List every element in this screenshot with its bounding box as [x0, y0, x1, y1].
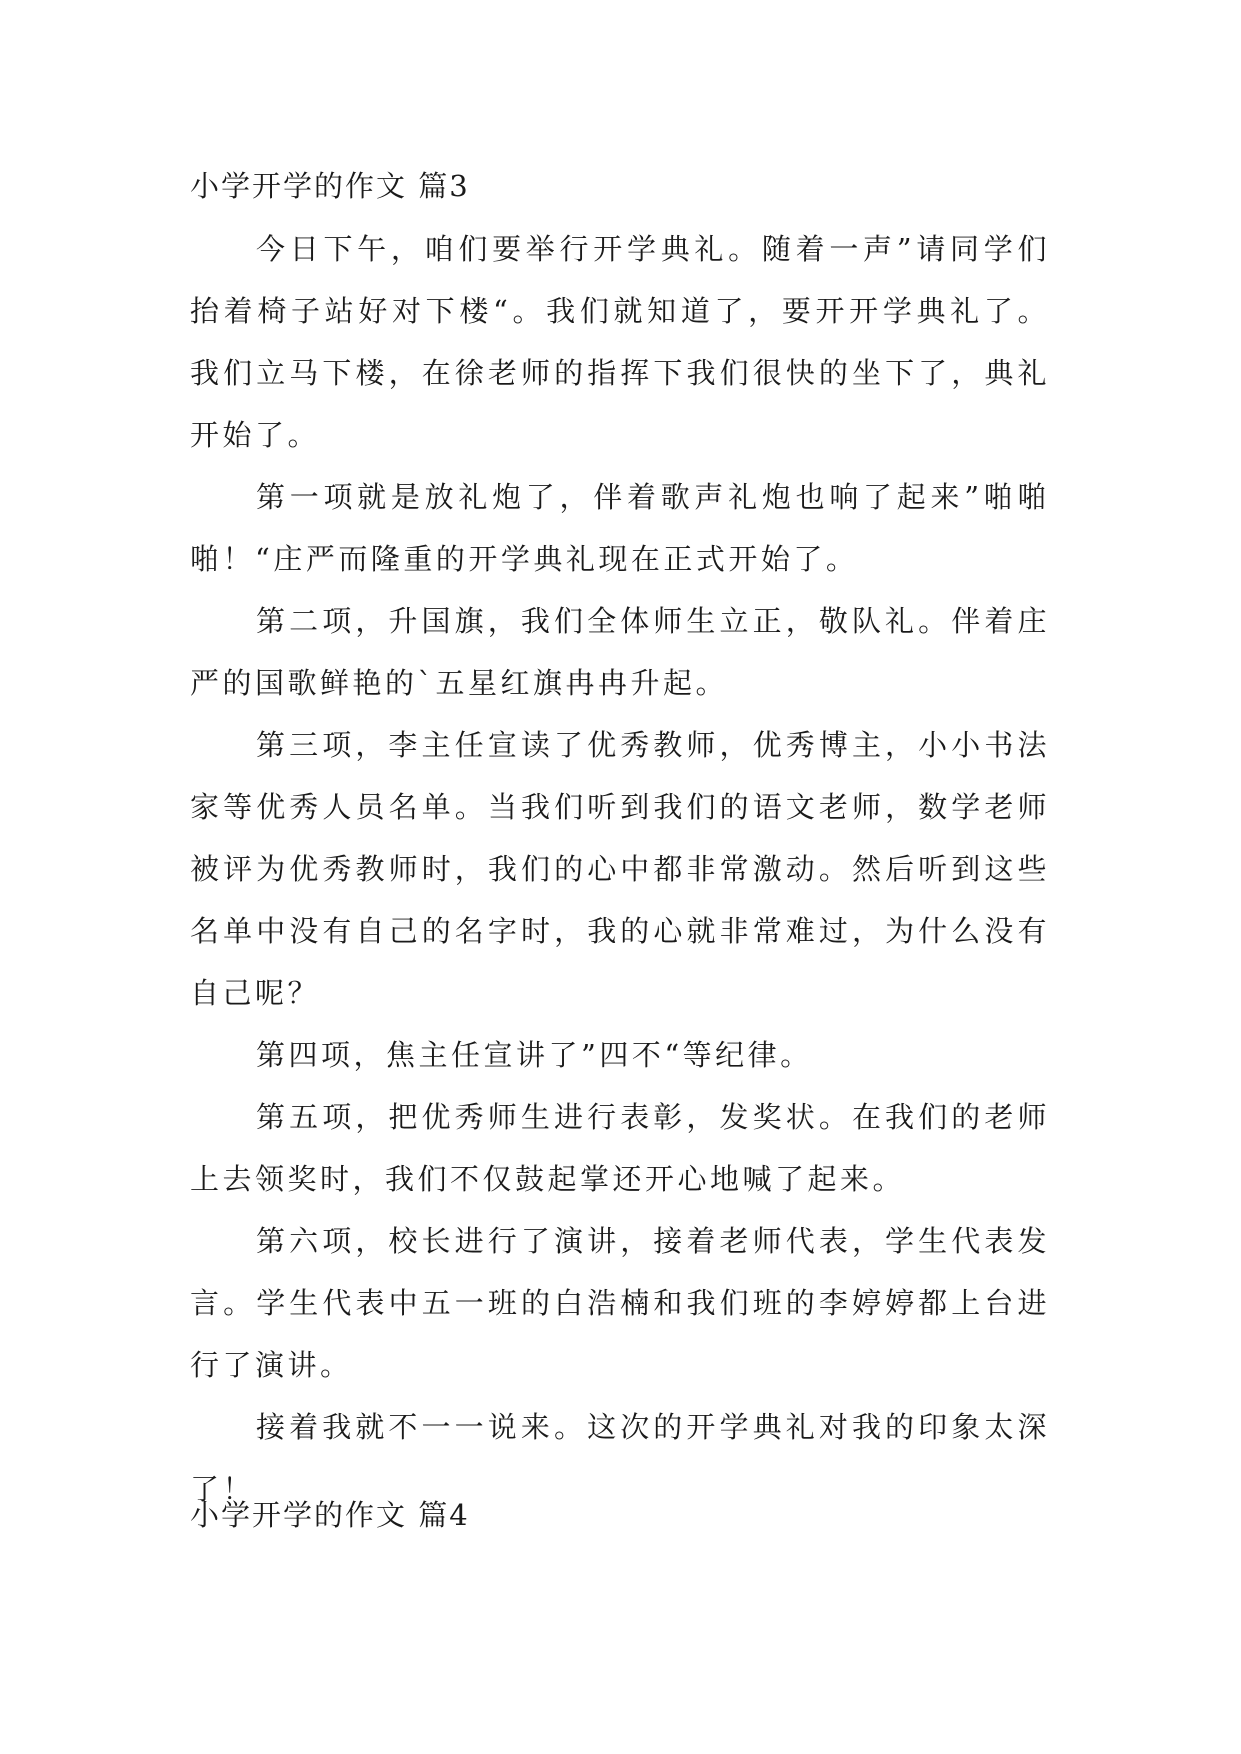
paragraph-item-1: 第一项就是放礼炮了，伴着歌声礼炮也响了起来”啪啪 啪！“庄严而隆重的开学典礼现在正式开始了。 [190, 480, 1050, 576]
paragraph-item-3: 第三项，李主任宣读了优秀教师，优秀博主，小小书法家等优秀人员名单。当我们听到我们的语文老师，数学老师被评为优秀教师时，我们的心中都非常激动。然后听到这些名单中没有自己的名字时，我的心就非常难过，为什么没有自己呢？ [190, 728, 1050, 1010]
section-3-body [190, 218, 1050, 1520]
paragraph-item-5: 第五项，把优秀师生进行表彰，发奖状。在我们的老师上去领奖时，我们不仅鼓起掌还开心地喊了起来。 [190, 1100, 1050, 1196]
section-4-title: 小学开学的作文 篇4 [190, 1498, 470, 1532]
paragraph-item-4: 第四项，焦主任宣讲了”四不“等纪律。 [256, 1038, 813, 1072]
paragraph-item-6: 第六项，校长进行了演讲，接着老师代表，学生代表发言。学生代表中五一班的白浩楠和我们班的李婷婷都上台进行了演讲。 [190, 1224, 1050, 1382]
section-3-title: 小学开学的作文 篇3 [190, 169, 470, 203]
paragraph-opening: 今日下午，咱们要举行开学典礼。随着一声”请同学们抬着椅子站好对下楼“。我们就知道了，要开开学典礼了。我们立马下楼，在徐老师的指挥下我们很快的坐下了，典礼开始了。 [190, 232, 1050, 452]
paragraph-closing: 接着我就不一一说来。这次的开学典礼对我的印象太深了！ [190, 1410, 1050, 1506]
paragraph-item-2: 第二项，升国旗，我们全体师生立正，敬队礼。伴着庄严的国歌鲜艳的`五星红旗冉冉升起。 [190, 604, 1050, 700]
